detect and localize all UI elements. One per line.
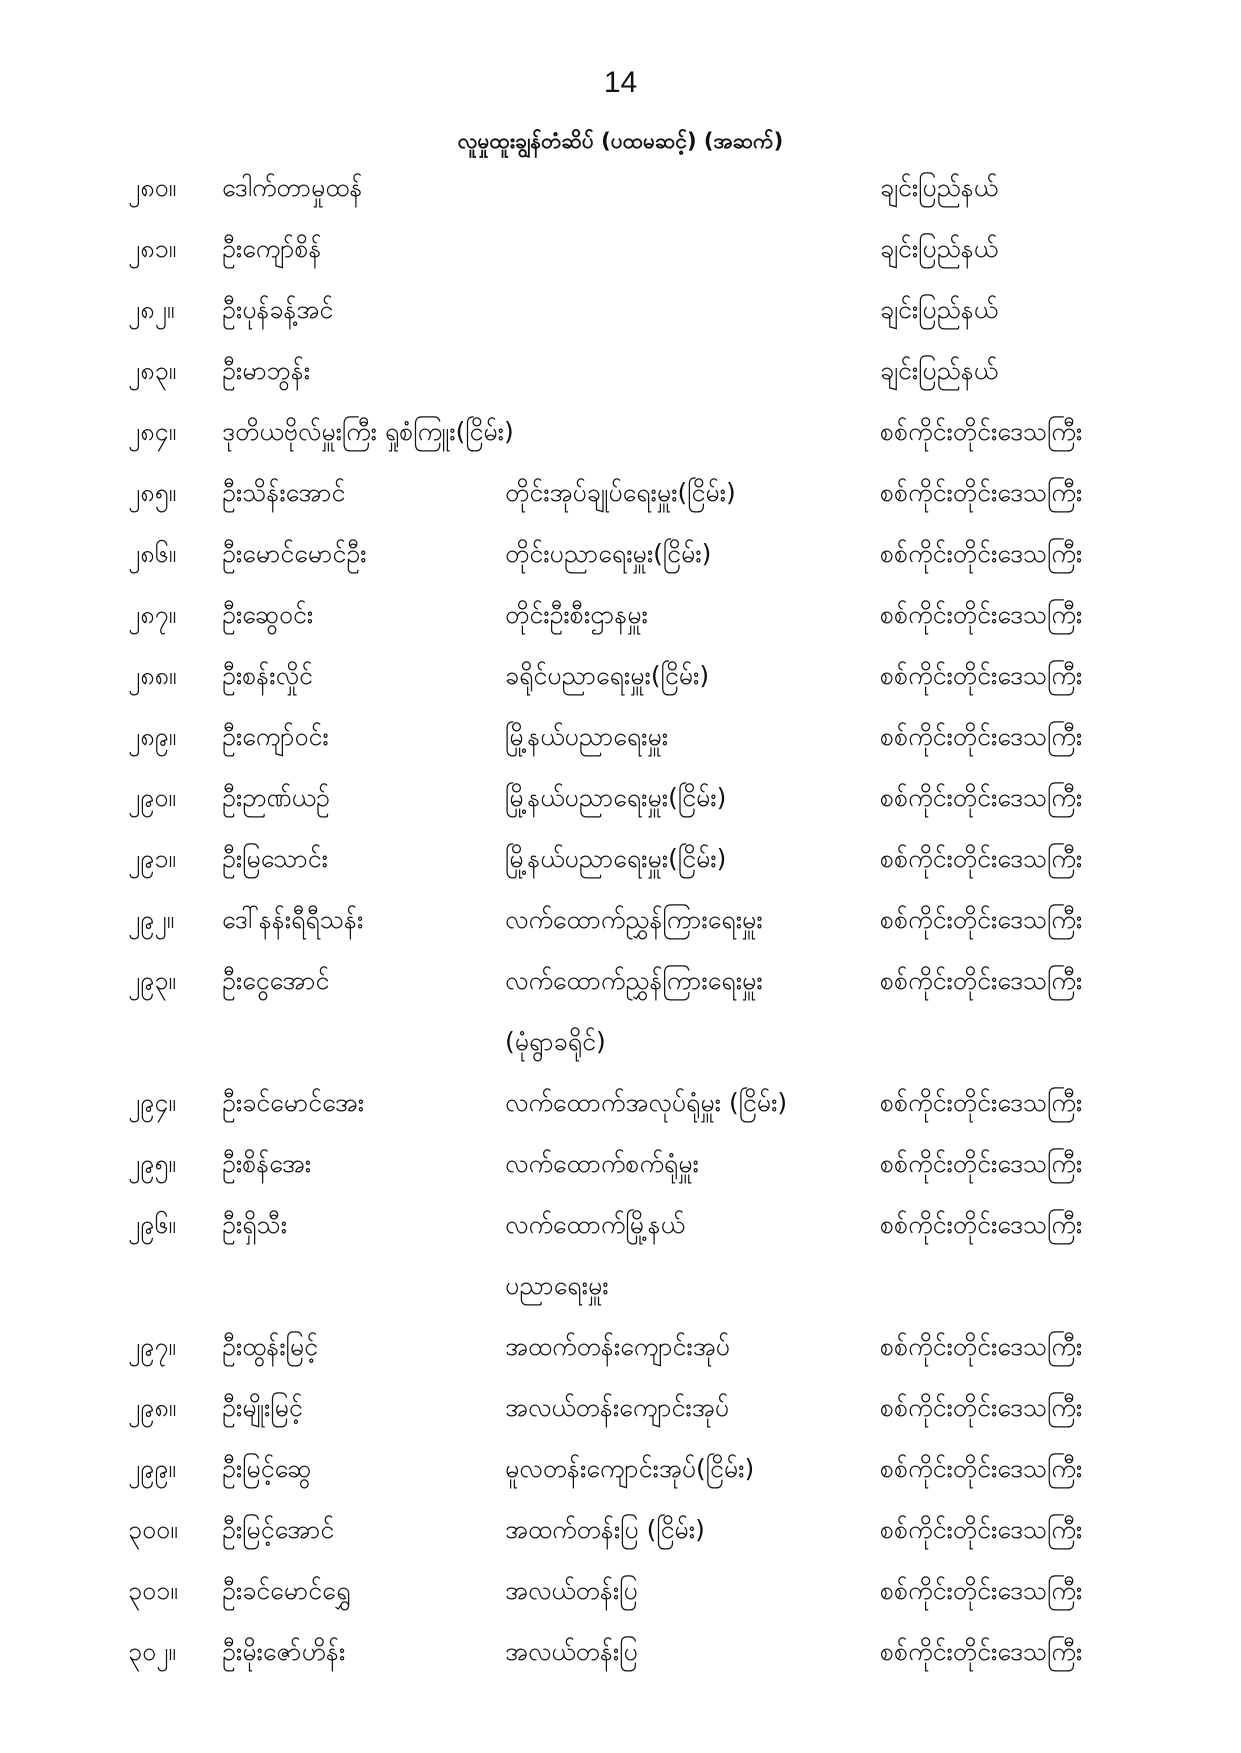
position-title: လက်ထောက်မြို့နယ်: [505, 1210, 685, 1239]
person-name: ဦးသိန်းအောင်: [222, 478, 346, 507]
item-number: ၃၀၀။: [128, 1515, 178, 1544]
item-number: ၂၉၉။: [128, 1454, 176, 1483]
region-name: စစ်ကိုင်းတိုင်းဒေသကြီး: [880, 417, 1083, 446]
item-number: ၂၉၆။: [128, 1210, 176, 1239]
region-name: စစ်ကိုင်းတိုင်းဒေသကြီး: [880, 905, 1083, 934]
list-item: [0, 1134, 1241, 1195]
region-name: စစ်ကိုင်းတိုင်းဒေသကြီး: [880, 539, 1083, 568]
position-title: မြို့နယ်ပညာရေးမှူး(ငြိမ်း): [505, 844, 727, 873]
person-name: ဦးစန်းလှိုင်: [222, 661, 313, 690]
person-name: ဦးမိုးဇော်ဟိန်း: [222, 1637, 346, 1666]
position-title: အလယ်တန်းပြ: [505, 1576, 638, 1605]
item-number: ၃၀၁။: [128, 1576, 178, 1605]
person-name: ဦးဆွေဝင်း: [222, 600, 314, 629]
item-number: ၂၈၀။: [128, 173, 177, 202]
person-name: ဦးစိန်အေး: [222, 1149, 312, 1178]
list-item: [0, 646, 1241, 707]
list-item: [0, 1012, 1241, 1073]
item-number: ၂၉၀။: [128, 783, 176, 812]
list-item: [0, 341, 1241, 402]
position-title: တိုင်းဦးစီးဌာနမှူး: [505, 600, 648, 629]
position-title: အလယ်တန်းပြ: [505, 1637, 638, 1666]
position-title: မြို့နယ်ပညာရေးမှူး(ငြိမ်း): [505, 783, 727, 812]
list-item: [0, 524, 1241, 585]
region-name: စစ်ကိုင်းတိုင်းဒေသကြီး: [880, 844, 1083, 873]
region-name: စစ်ကိုင်းတိုင်းဒေသကြီး: [880, 722, 1083, 751]
person-name: ဦးကျော်ဝင်း: [222, 722, 329, 751]
list-item: [0, 1073, 1241, 1134]
region-name: စစ်ကိုင်းတိုင်းဒေသကြီး: [880, 1210, 1083, 1239]
list-item: [0, 1256, 1241, 1317]
position-title: အထက်တန်းပြ (ငြိမ်း): [505, 1515, 705, 1544]
position-title: အလယ်တန်းကျောင်းအုပ်: [505, 1393, 729, 1422]
award-list: [0, 158, 1241, 1683]
list-item: [0, 280, 1241, 341]
item-number: ၂၉၅။: [128, 1149, 176, 1178]
item-number: ၂၈၆။: [128, 539, 177, 568]
list-item: [0, 1317, 1241, 1378]
list-item: [0, 1439, 1241, 1500]
position-title: လက်ထောက်အလုပ်ရုံမှူး (ငြိမ်း): [505, 1088, 788, 1117]
person-name: ဦးမြသောင်း: [222, 844, 328, 873]
person-name: ဦးပုန်ခန့်အင်: [222, 295, 334, 324]
person-name: ဒေါက်တာမှုထန်: [222, 173, 363, 202]
position-title: (မုံရွာခရိုင်): [505, 1027, 606, 1056]
region-name: ချင်းပြည်နယ်: [880, 295, 999, 324]
region-name: စစ်ကိုင်းတိုင်းဒေသကြီး: [880, 1088, 1083, 1117]
item-number: ၂၉၃။: [128, 966, 176, 995]
position-title: အထက်တန်းကျောင်းအုပ်: [505, 1332, 730, 1361]
person-name: ဦးမြင့်ဆွေ: [222, 1454, 312, 1483]
position-title: မူလတန်းကျောင်းအုပ်(ငြိမ်း): [505, 1454, 755, 1483]
list-item: [0, 890, 1241, 951]
list-item: [0, 1195, 1241, 1256]
region-name: စစ်ကိုင်းတိုင်းဒေသကြီး: [880, 1637, 1083, 1666]
person-name: ဒုတိယဗိုလ်မှူးကြီး ရှုစံကြူး(ငြိမ်း): [222, 417, 514, 446]
list-item: [0, 951, 1241, 1012]
region-name: စစ်ကိုင်းတိုင်းဒေသကြီး: [880, 1515, 1083, 1544]
item-number: ၂၈၁။: [128, 234, 177, 263]
person-name: ဦးခင်မောင်အေး: [222, 1088, 365, 1117]
region-name: စစ်ကိုင်းတိုင်းဒေသကြီး: [880, 1454, 1083, 1483]
list-item: [0, 158, 1241, 219]
region-name: ချင်းပြည်နယ်: [880, 234, 999, 263]
list-item: [0, 1561, 1241, 1622]
list-item: [0, 219, 1241, 280]
person-name: ဦးမောင်မောင်ဦး: [222, 539, 367, 568]
list-item: [0, 402, 1241, 463]
page-number: 14: [603, 66, 638, 99]
person-name: ဦးရှိသီး: [222, 1210, 288, 1239]
region-name: စစ်ကိုင်းတိုင်းဒေသကြီး: [880, 661, 1083, 690]
region-name: စစ်ကိုင်းတိုင်းဒေသကြီး: [880, 1149, 1083, 1178]
position-title: တိုင်းပညာရေးမှူး(ငြိမ်း): [505, 539, 712, 568]
region-name: စစ်ကိုင်းတိုင်းဒေသကြီး: [880, 478, 1083, 507]
item-number: ၂၉၁။: [128, 844, 176, 873]
person-name: ဦးဉာဏ်ယဉ်: [222, 783, 330, 812]
position-title: ခရိုင်ပညာရေးမှူး(ငြိမ်း): [505, 661, 710, 690]
region-name: စစ်ကိုင်းတိုင်းဒေသကြီး: [880, 600, 1083, 629]
list-heading: လူမှုထူးချွန်တံဆိပ် (ပထမဆင့်) (အဆက်): [457, 129, 784, 153]
item-number: ၂၈၇။: [128, 600, 177, 629]
list-item: [0, 829, 1241, 890]
item-number: ၂၈၈။: [128, 661, 177, 690]
item-number: ၂၈၂။: [128, 295, 175, 324]
item-number: ၃၀၂။: [128, 1637, 176, 1666]
region-name: စစ်ကိုင်းတိုင်းဒေသကြီး: [880, 966, 1083, 995]
item-number: ၂၈၅။: [128, 478, 177, 507]
list-item: [0, 1500, 1241, 1561]
person-name: ဦးကျော်စိန်: [222, 234, 322, 263]
position-title: ပညာရေးမှူး: [505, 1271, 609, 1300]
item-number: ၂၉၄။: [128, 1088, 176, 1117]
list-item: [0, 1622, 1241, 1683]
region-name: စစ်ကိုင်းတိုင်းဒေသကြီး: [880, 1332, 1083, 1361]
position-title: လက်ထောက်စက်ရုံမှူး: [505, 1149, 699, 1178]
person-name: ဦးမာဘွန်း: [222, 356, 311, 385]
list-item: [0, 768, 1241, 829]
region-name: စစ်ကိုင်းတိုင်းဒေသကြီး: [880, 1393, 1083, 1422]
item-number: ၂၉၈။: [128, 1393, 177, 1422]
list-item: [0, 585, 1241, 646]
item-number: ၂၈၃။: [128, 356, 177, 385]
list-item: [0, 1378, 1241, 1439]
position-title: လက်ထောက်ညွှန်ကြားရေးမှူး: [505, 905, 763, 934]
region-name: ချင်းပြည်နယ်: [880, 173, 999, 202]
person-name: ဦးငွေအောင်: [222, 966, 330, 995]
person-name: ဦးမျိုးမြင့်: [222, 1393, 303, 1422]
position-title: လက်ထောက်ညွှန်ကြားရေးမှူး: [505, 966, 763, 995]
person-name: ဦးမြင့်အောင်: [222, 1515, 335, 1544]
item-number: ၂၈၄။: [128, 417, 177, 446]
list-item: [0, 707, 1241, 768]
item-number: ၂၉၂။: [128, 905, 175, 934]
list-item: [0, 463, 1241, 524]
position-title: မြို့နယ်ပညာရေးမှူး: [505, 722, 669, 751]
item-number: ၂၈၉။: [128, 722, 177, 751]
region-name: စစ်ကိုင်းတိုင်းဒေသကြီး: [880, 783, 1083, 812]
person-name: ဒေါ်နန်းရီရီသန်း: [222, 905, 364, 934]
position-title: တိုင်းအုပ်ချုပ်ရေးမှူး(ငြိမ်း): [505, 478, 736, 507]
person-name: ဦးခင်မောင်ရွှေ: [222, 1576, 351, 1605]
region-name: ချင်းပြည်နယ်: [880, 356, 999, 385]
person-name: ဦးထွန်းမြင့်: [222, 1332, 319, 1361]
item-number: ၂၉၇။: [128, 1332, 176, 1361]
region-name: စစ်ကိုင်းတိုင်းဒေသကြီး: [880, 1576, 1083, 1605]
